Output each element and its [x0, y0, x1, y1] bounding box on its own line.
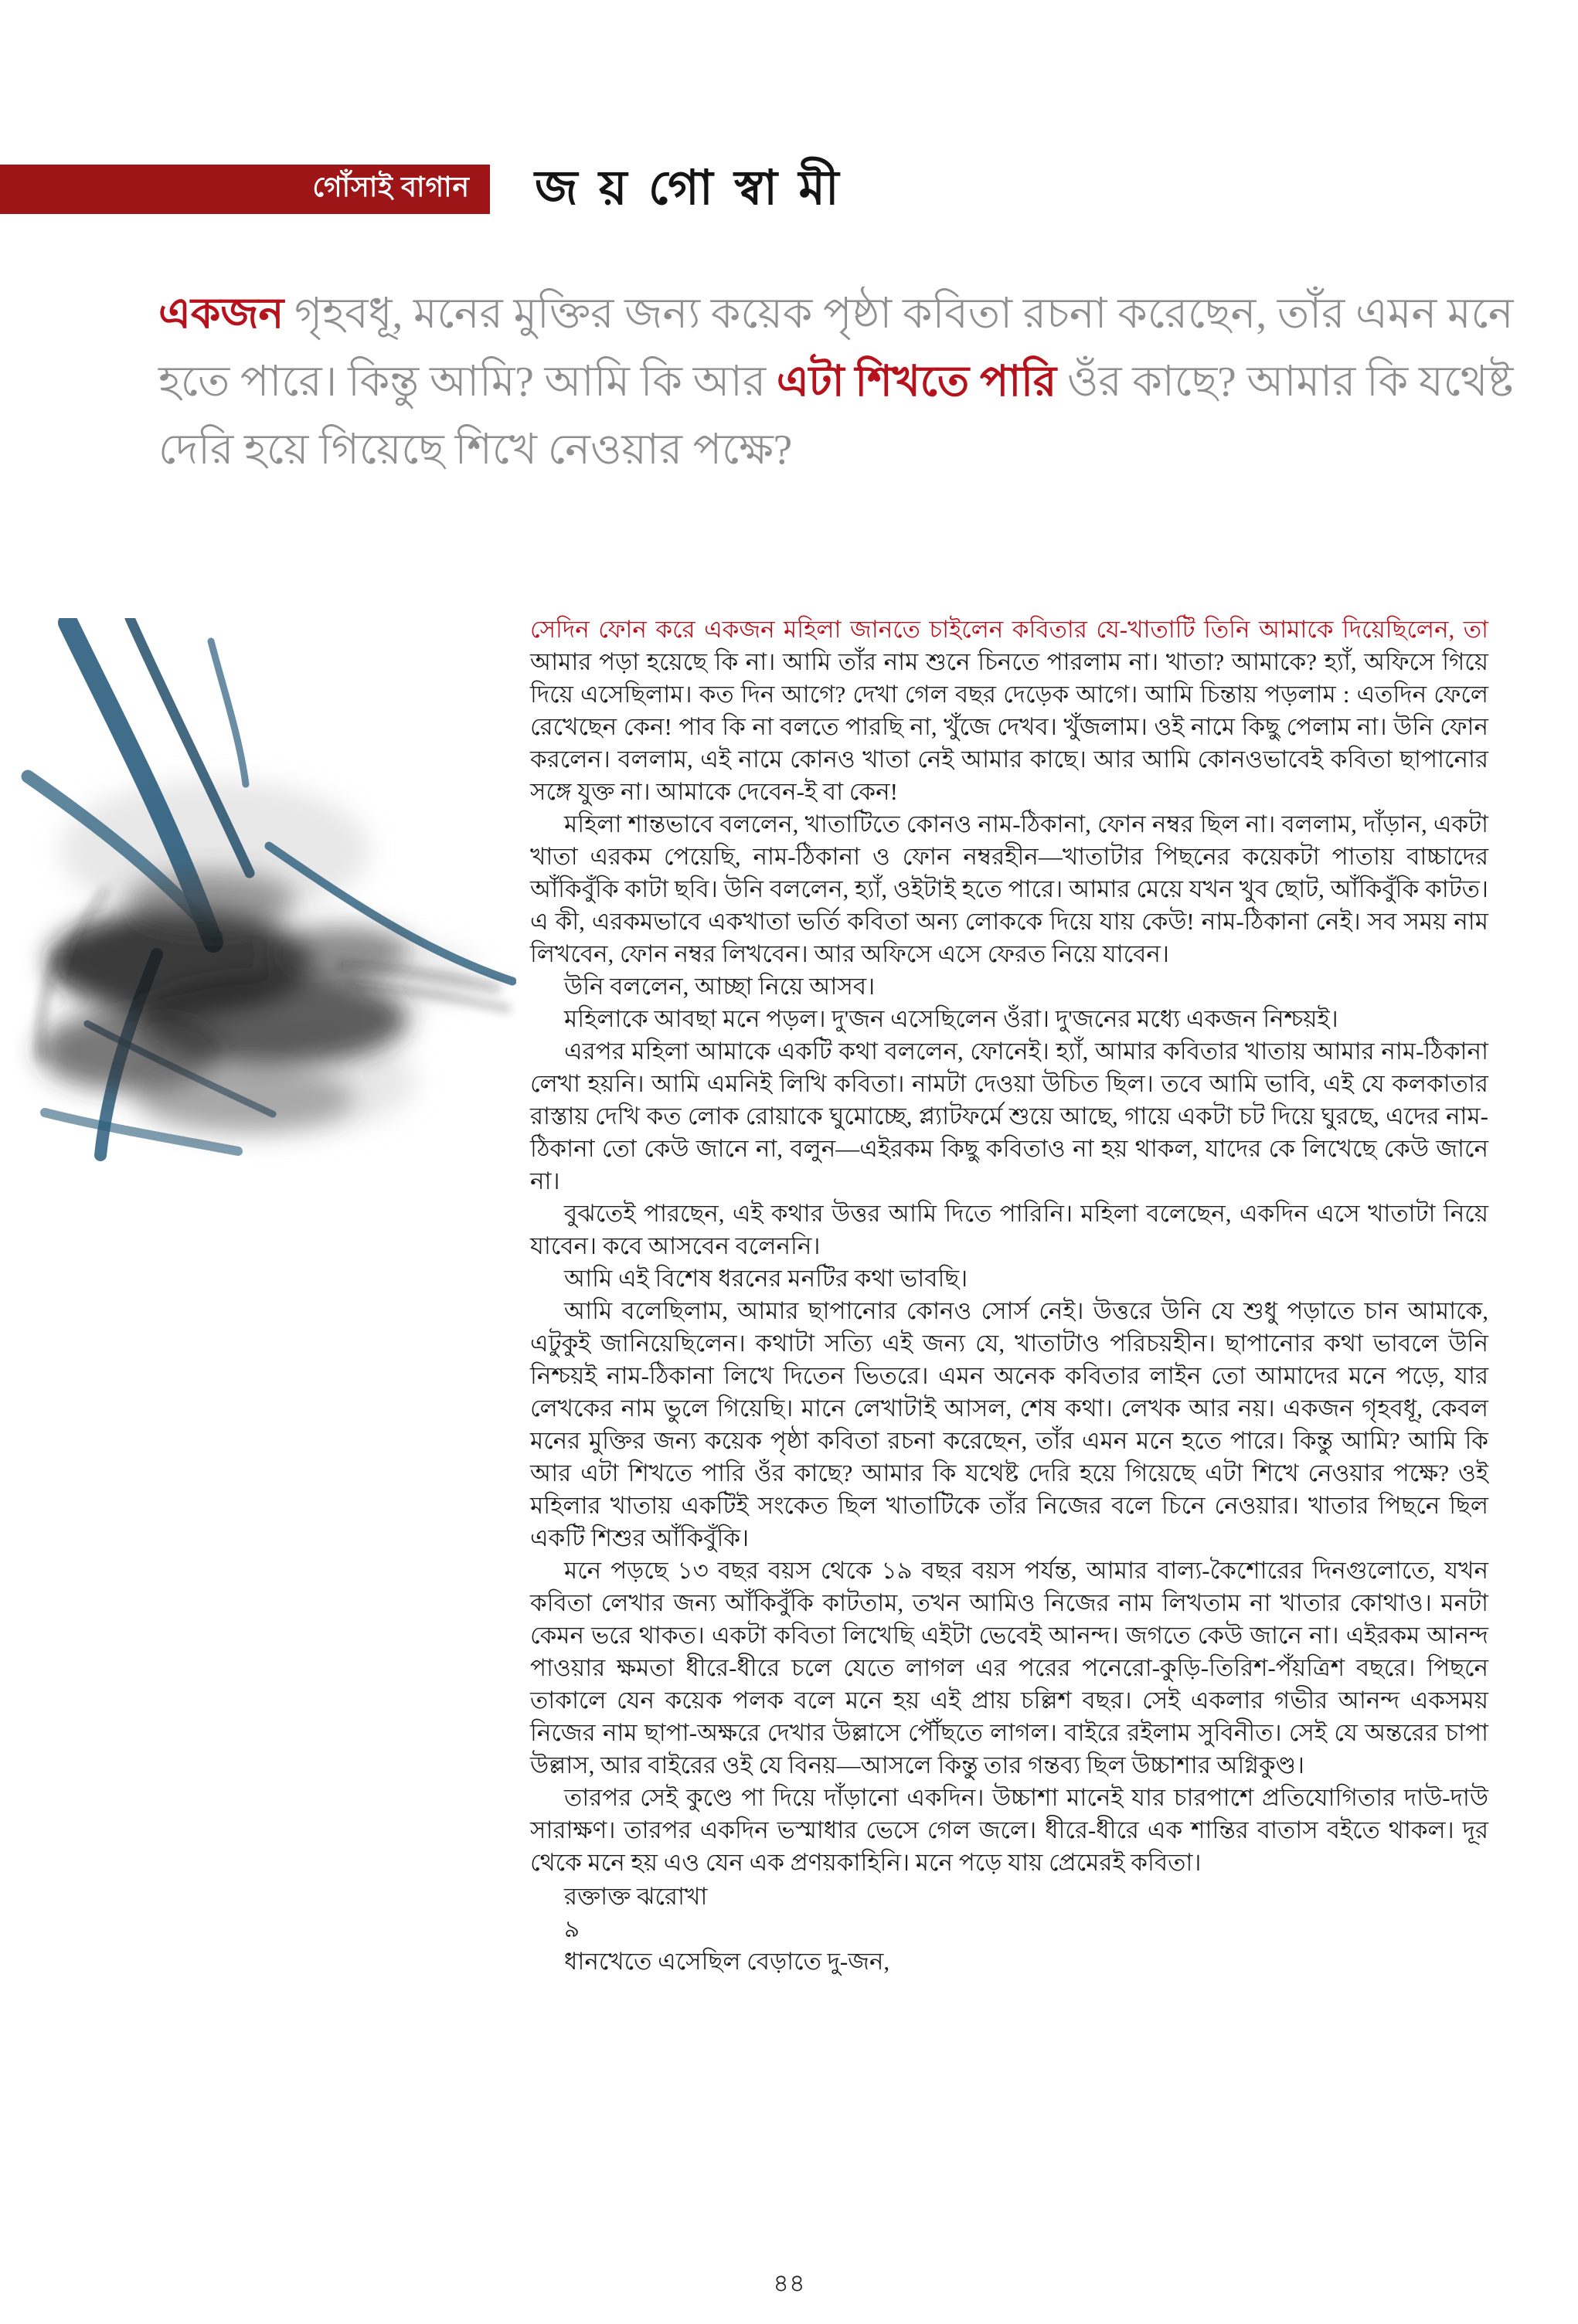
poem-first-line: ধানখেতে এসেছিল বেড়াতে দু-জন, [564, 1948, 890, 1975]
section-label: গোঁসাই বাগান [312, 172, 470, 202]
poem-excerpt [530, 1881, 1488, 1978]
section-label-bar [0, 165, 490, 214]
paragraph: আমি বলেছিলাম, আমার ছাপানোর কোনও সোর্স নেই। উত্তরে উনি যে শুধু পড়াতে চান আমাকে, এটুকুই জানিয়েছিলেন। কথাটা সত্যি এই জন্য যে, খাতাটাও পরিচয়হীন। ছাপানোর কথা ভাবলে উনি নিশ্চয়ই নাম-ঠিকানা লিখে দিতেন ভিতরে। এমন অনেক কবিতার লাইন তো আমাদের মনে পড়ে, যার লেখকের নাম ভুলে গিয়েছি। মানে লেখাটাই আসল, শেষ কথা। লেখক আর নয়। একজন গৃহবধূ, কেবল মনের মুক্তির জন্য কয়েক পৃষ্ঠা কবিতা রচনা করেছেন, তাঁর এমন মনে হতে পারে। কিন্তু আমি? আমি কি আর এটা শিখতে পারি ওঁর কাছে? আমার কি যথেষ্ট দেরি হয়ে গিয়েছে এটা শিখে নেওয়ার পক্ষে? ওই মহিলার খাতায় একটিই সংকেত ছিল খাতাটিকে তাঁর নিজের বলে চিনে নেওয়ার। খাতার পিছনে ছিল একটি শিশুর আঁকিবুঁকি। [530, 1297, 1488, 1551]
pull-quote-tail: ওঁর কাছে? আমার কি যথেষ্ট দেরি হয়ে গিয়েছে শিখে নেওয়ার পক্ষে? [158, 358, 1514, 473]
pull-quote-highlight-red: এটা শিখতে পারি [776, 358, 1057, 405]
paragraph: তারপর সেই কুণ্ডে পা দিয়ে দাঁড়ানো একদিন। উচ্চাশা মানেই যার চারপাশে প্রতিযোগিতার দাউ-দাউ সারাক্ষণ। তারপর একদিন ভস্মাধার ভেসে গেল জলে। ধীরে-ধীরে এক শান্তির বাতাস বইতে থাকল। দূর থেকে মনে হয় এও যেন এক প্রণয়কাহিনি। মনে পড়ে যায় প্রেমেরই কবিতা। [530, 1784, 1488, 1876]
paragraph: উনি বললেন, আচ্ছা নিয়ে আসব। [564, 973, 876, 1000]
pull-quote [158, 280, 1530, 484]
ink-painting-graphic [14, 618, 516, 1171]
article-body [530, 613, 1488, 1978]
paragraph: মনে পড়ছে ১৩ বছর বয়স থেকে ১৯ বছর বয়স পর্যন্ত, আমার বাল্য-কৈশোরের দিনগুলোতে, যখন কবিতা লেখার জন্য আঁকিবুঁকি কাটতাম, তখন আমিও নিজের নাম লিখতাম না খাতার কোথাও। মনটা কেমন ভরে থাকত। একটা কবিতা লিখেছি এইটা ভেবেই আনন্দ। জগতে কেউ জানে না। এইরকম আনন্দ পাওয়ার ক্ষমতা ধীরে-ধীরে চলে যেতে লাগল এর পরের পনেরো-কুড়ি-তিরিশ-পঁয়ত্রিশ বছরে। পিছনে তাকালে যেন কয়েক পলক বলে মনে হয় এই প্রায় চল্লিশ বছর। সেই একলার গভীর আনন্দ একসময় নিজের নাম ছাপা-অক্ষরে দেখার উল্লাসে পৌঁছতে লাগল। বাইরে রইলাম সুবিনীত। সেই যে অন্তরের চাপা উল্লাস, আর বাইরের ওই যে বিনয়—আসলে কিন্তু তার গন্তব্য ছিল উচ্চাশার অগ্নিকুণ্ড। [530, 1557, 1488, 1779]
paragraph: এরপর মহিলা আমাকে একটি কথা বললেন, ফোনেই। হ্যাঁ, আমার কবিতার খাতায় আমার নাম-ঠিকানা লেখা হয়নি। আমি এমনিই লিখি কবিতা। নামটা দেওয়া উচিত ছিল। তবে আমি ভাবি, এই যে কলকাতার রাস্তায় দেখি কত লোক রোয়াকে ঘুমোচ্ছে, প্ল্যাটফর্মে শুয়ে আছে, গায়ে একটা চট দিয়ে ঘুরছে, এদের নাম-ঠিকানা তো কেউ জানে না, বলুন—এইরকম কিছু কবিতাও না হয় থাকল, যাদের কে লিখেছে কেউ জানে না। [530, 1038, 1488, 1194]
pull-quote-lead-red: একজন [158, 290, 284, 337]
paragraph: বুঝতেই পারছেন, এই কথার উত্তর আমি দিতে পারিনি। মহিলা বলেছেন, একদিন এসে খাতাটা নিয়ে যাবেন। কবে আসবেন বলেননি। [530, 1200, 1488, 1259]
paragraph: মহিলা শান্তভাবে বললেন, খাতাটিতে কোনও নাম-ঠিকানা, ফোন নম্বর ছিল না। বললাম, দাঁড়ান, একটা খাতা এরকম পেয়েছি, নাম-ঠিকানা ও ফোন নম্বরহীন—খাতাটার পিছনের কয়েকটা পাতায় বাচ্চাদের আঁকিবুঁকি কাটা ছবি। উনি বললেন, হ্যাঁ, ওইটাই হতে পারে। আমার মেয়ে যখন খুব ছোট, আঁকিবুঁকি কাটত। এ কী, এরকমভাবে একখাতা ভর্তি কবিতা অন্য লোককে দিয়ে যায় কেউ! নাম-ঠিকানা নেই। সব সময় নাম লিখবেন, ফোন নম্বর লিখবেন। আর অফিসে এসে ফেরত নিয়ে যাবেন। [530, 810, 1488, 967]
pull-quote-mid: গৃহবধূ, মনের মুক্তির জন্য কয়েক পৃষ্ঠা কবিতা রচনা করেছেন, তাঁর এমন মনে হতে পারে। কিন্তু আমি? আমি কি আর [158, 290, 1514, 405]
page-number: ৪৪ [773, 2269, 805, 2297]
paragraph: সেদিন ফোন করে একজন মহিলা জানতে চাইলেন কবিতার যে-খাতাটি তিনি আমাকে দিয়েছিলেন, তা আমার পড়া হয়েছে কি না। আমি তাঁর নাম শুনে চিনতে পারলাম না। খাতা? আমাকে? হ্যাঁ, অফিসে গিয়ে দিয়ে এসেছিলাম। কত দিন আগে? দেখা গেল বছর দেড়েক আগে। আমি চিন্তায় পড়লাম : এতদিন ফেলে রেখেছেন কেন! পাব কি না বলতে পারছি না, খুঁজে দেখব। খুঁজলাম। ওই নামে কিছু পেলাম না। উনি ফোন করলেন। বললাম, এই নামে কোনও খাতা নেই আমার কাছে। আর আমি কোনওভাবেই কবিতা ছাপানোর সঙ্গে যুক্ত না। আমাকে দেবেন-ই বা কেন! [530, 616, 1488, 805]
poem-section-number: ৯ [564, 1915, 580, 1942]
paragraph: মহিলাকে আবছা মনে পড়ল। দু'জন এসেছিলেন ওঁরা। দু'জনের মধ্যে একজন নিশ্চয়ই। [564, 1005, 1338, 1032]
poem-title: রক্তাক্ত ঝরোখা [564, 1883, 708, 1910]
author-name: জ য় গো স্বা মী [535, 162, 844, 215]
paragraph: আমি এই বিশেষ ধরনের মনটির কথা ভাবছি। [564, 1265, 968, 1292]
abstract-ink-artwork [14, 618, 516, 1171]
